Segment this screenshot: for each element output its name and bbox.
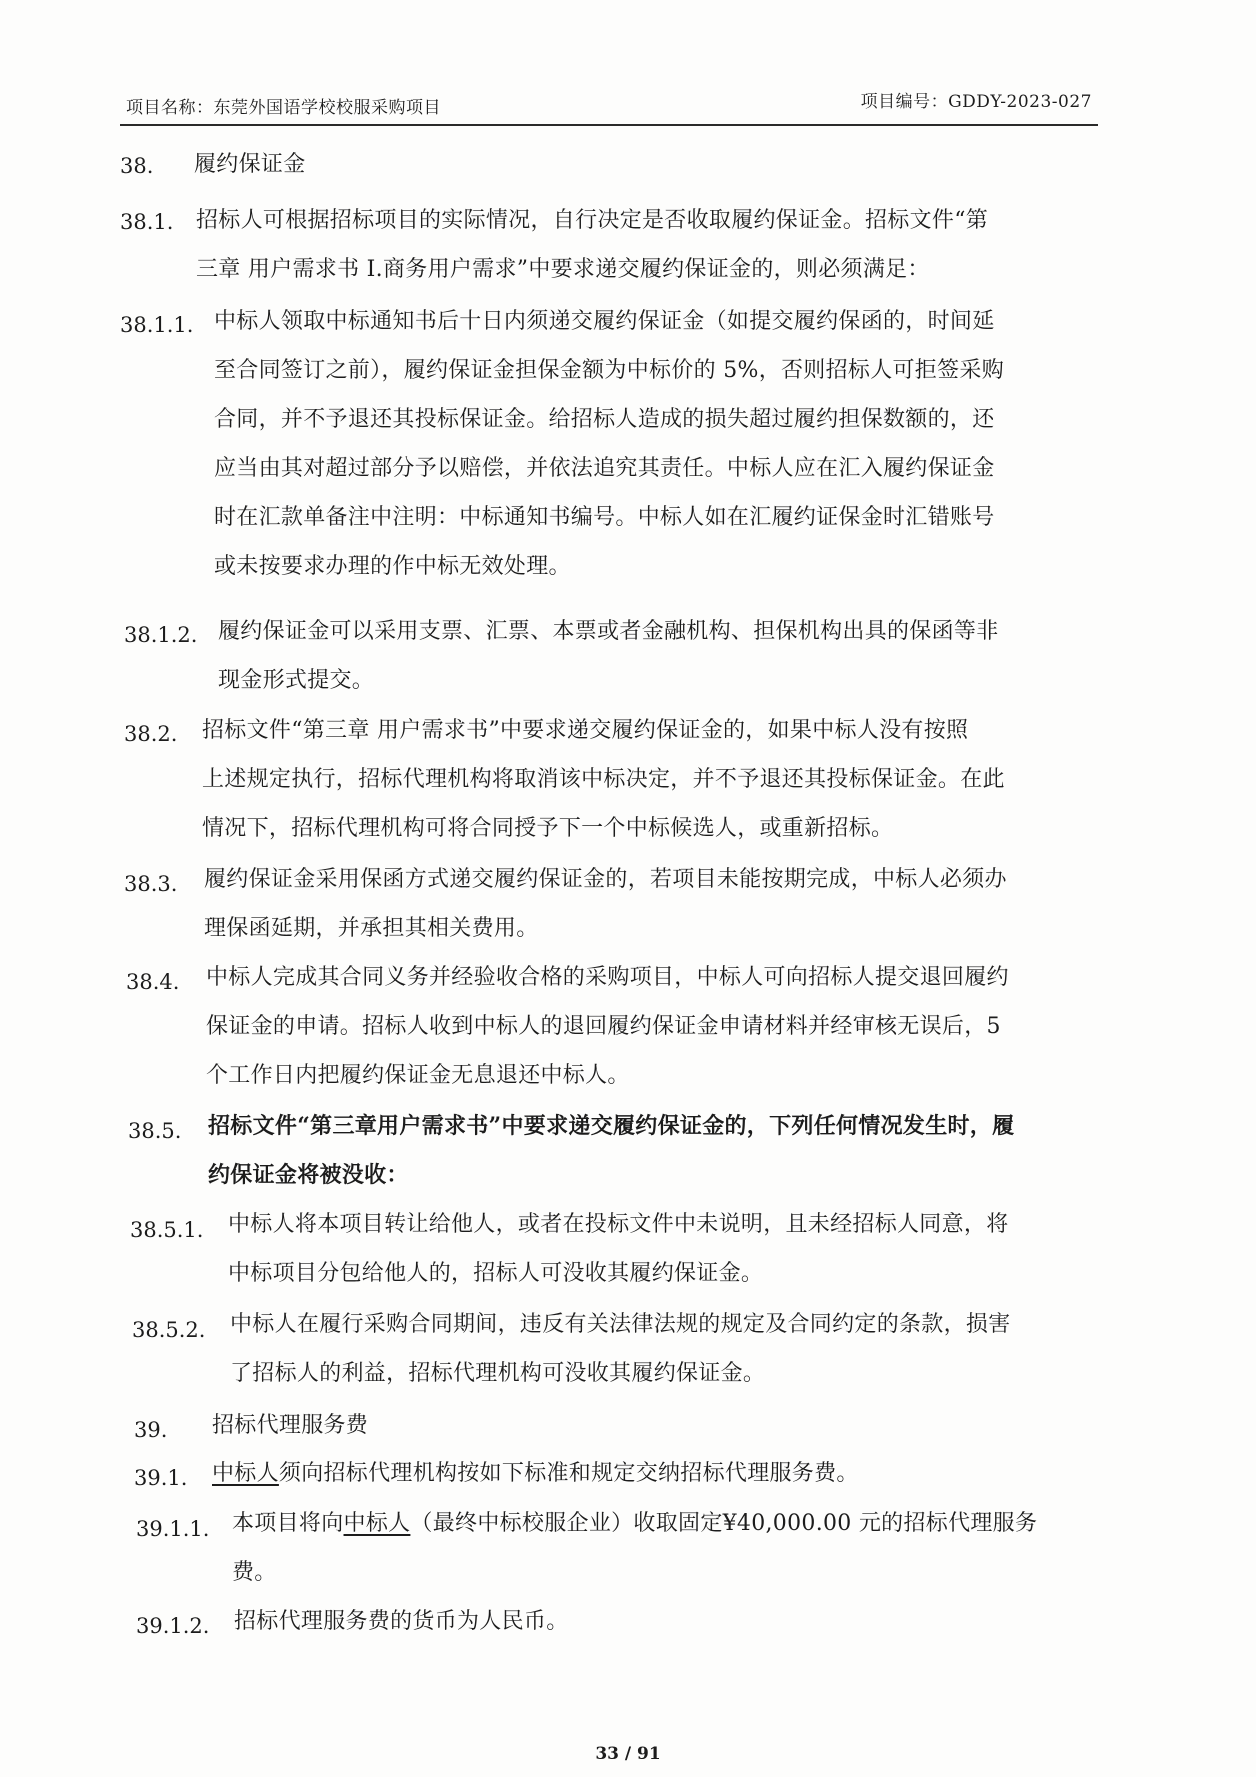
page-header bbox=[120, 84, 1098, 126]
clause-text: 中标人将本项目转让给他人，或者在投标文件中未说明，且未经招标人同意，将 中标项目分包给他人的，招标人可没收其履约保证金。 bbox=[228, 1212, 1009, 1286]
clause-text: 中标人完成其合同义务并经验收合格的采购项目，中标人可向招标人提交退回履约 保证金的申请。招标人收到中标人的退回履约保证金申请材料并经审核无误后，5 个工作日内把履约保证金无息退还中标人。 bbox=[206, 965, 1009, 1088]
project-code: 项目编号：GDDY-2023-027 bbox=[860, 92, 1092, 112]
clause-number: 38.5.2. bbox=[132, 1318, 206, 1342]
page-number: 33 / 91 bbox=[595, 1744, 661, 1764]
clause-number: 38.1. bbox=[120, 210, 174, 234]
clause-number: 38.5. bbox=[128, 1119, 182, 1143]
section-number: 39. bbox=[134, 1418, 168, 1442]
underlined-term: 中标人 bbox=[212, 1461, 279, 1486]
clause-number: 38.1.1. bbox=[120, 313, 194, 337]
clause-text: 招标文件“第三章 用户需求书”中要求递交履约保证金的，如果中标人没有按照 上述规定执行，招标代理机构将取消该中标决定，并不予退还其投标保证金。在此 情况下，招标代理机构可将合同授予下一个中标候选人，或重新招标。 bbox=[202, 718, 1005, 841]
clause-text: 履约保证金可以采用支票、汇票、本票或者金融机构、担保机构出具的保函等非 现金形式提交。 bbox=[218, 619, 999, 693]
underlined-term: 中标人 bbox=[343, 1511, 411, 1536]
clause-number: 38.2. bbox=[124, 722, 178, 746]
section-number: 38. bbox=[120, 154, 154, 178]
clause-text: 中标人须向招标代理机构按如下标准和规定交纳招标代理服务费。 bbox=[212, 1461, 859, 1486]
section-title: 招标代理服务费 bbox=[212, 1413, 369, 1438]
clause-number: 39.1.1. bbox=[136, 1517, 210, 1541]
clause-text: 履约保证金采用保函方式递交履约保证金的，若项目未能按期完成，中标人必须办 理保函延期，并承担其相关费用。 bbox=[204, 867, 1007, 941]
project-name: 项目名称：东莞外国语学校校服采购项目 bbox=[126, 98, 441, 118]
clause-number: 39.1. bbox=[134, 1466, 188, 1490]
clause-text-bold: 招标文件“第三章用户需求书”中要求递交履约保证金的，下列任何情况发生时，履 约保证金将被没收： bbox=[208, 1113, 1015, 1188]
clause-number: 38.5.1. bbox=[130, 1218, 204, 1242]
clause-text: 招标人可根据招标项目的实际情况，自行决定是否收取履约保证金。招标文件“第 三章 用户需求书 Ⅰ.商务用户需求”中要求递交履约保证金的，则必须满足： bbox=[196, 208, 989, 282]
section-title: 履约保证金 bbox=[194, 152, 306, 177]
clause-number: 38.3. bbox=[124, 872, 178, 896]
clause-text: 招标代理服务费的货币为人民币。 bbox=[234, 1609, 569, 1634]
clause-number: 38.4. bbox=[126, 970, 180, 994]
clause-text: 本项目将向中标人（最终中标校服企业）收取固定¥40,000.00 元的招标代理服务 费。 bbox=[232, 1511, 1038, 1585]
clause-text: 中标人在履行采购合同期间，违反有关法律法规的规定及合同约定的条款，损害 了招标人的利益，招标代理机构可没收其履约保证金。 bbox=[230, 1312, 1011, 1386]
clause-number: 38.1.2. bbox=[124, 623, 198, 647]
clause-number: 39.1.2. bbox=[136, 1614, 210, 1638]
clause-text: 中标人领取中标通知书后十日内须递交履约保证金（如提交履约保函的，时间延 至合同签订之前），履约保证金担保金额为中标价的 5%，否则招标人可拒签采购 合同，并不予退还其投标保证金。给招标人造成的损失超过履约担保数额的，还 应当由其对超过部分予以赔偿，并依法追究其责任。中标人应在汇入履约保证金 时在汇款单备注中注明：中标通知书编号。中标人如在汇履约证保金时汇错账号 或未按要求办理的作中标无效处理。 bbox=[214, 309, 1004, 579]
